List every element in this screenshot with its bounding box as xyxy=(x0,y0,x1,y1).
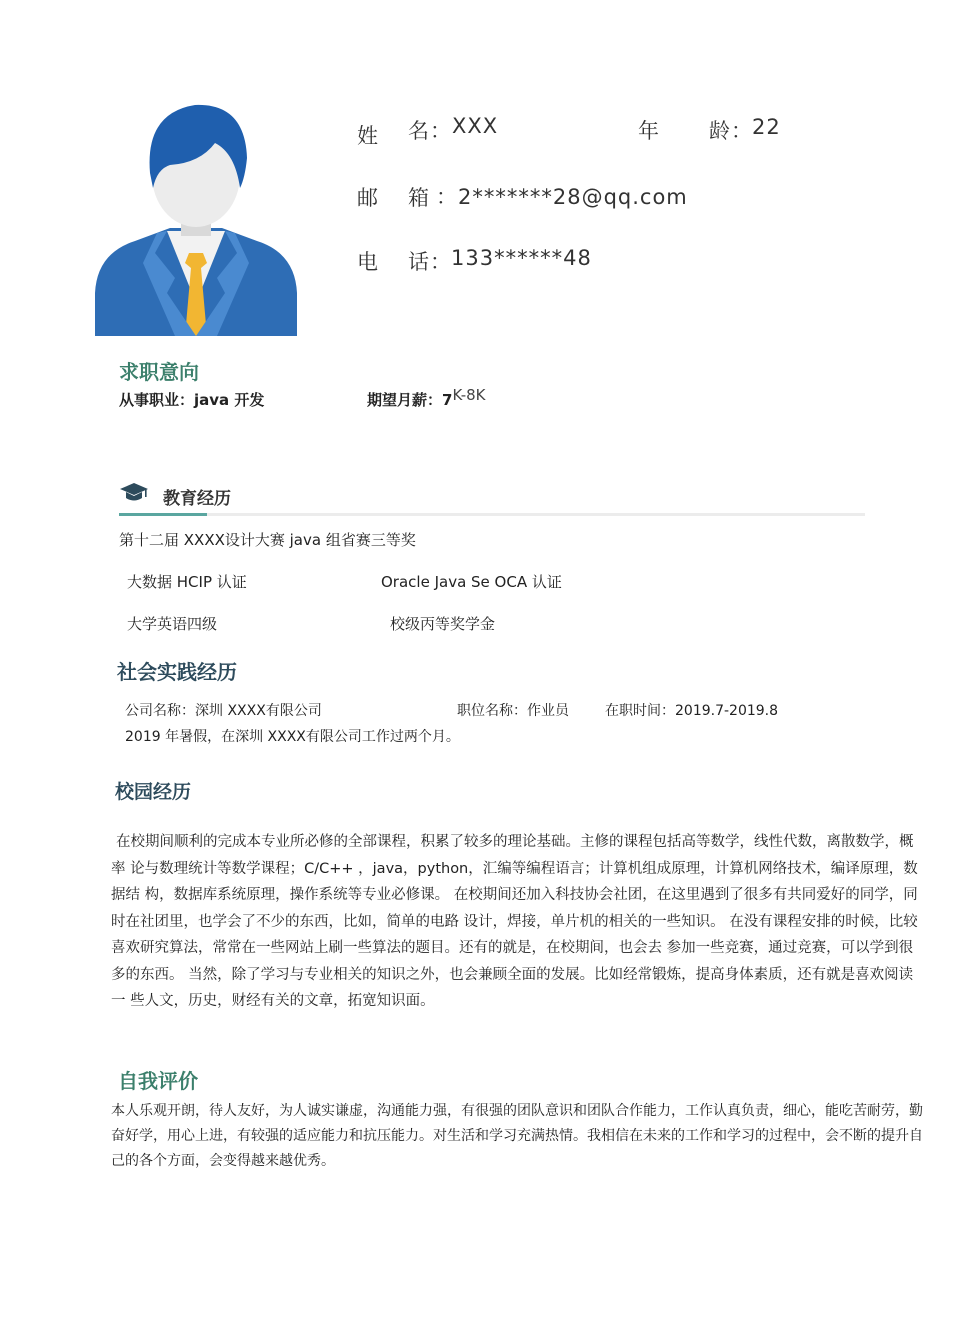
education-item: Oracle Java Se OCA 认证 xyxy=(381,573,562,591)
education-accent-bar xyxy=(119,513,207,516)
education-divider xyxy=(119,513,865,516)
practice-company: 公司名称：深圳 XXXX有限公司 xyxy=(125,703,322,719)
age-value: 22 xyxy=(752,115,781,139)
practice-title: 社会实践经历 xyxy=(117,660,237,684)
practice-time: 在职时间：2019.7-2019.8 xyxy=(605,703,779,719)
practice-role: 职位名称：作业员 xyxy=(457,703,569,719)
salary-value-main: 7 xyxy=(442,391,453,409)
campus-text: 在校期间顺利的完成本专业所必修的全部课程，积累了较多的理论基础。主修的课程包括高等数学，线性代数，离散数学，概率 论与数理统计等数学课程；C/C++ ，java，python，汇编等编程语言；计算机组成原理，计算机网络技术，编译原理，数据结 构，数据库系统原理，操作系统等专业必修课。 在校期间还加入科技协会社团，在这里遇到了很多有共同爱好的同学，同时在社团里，也学会了不少的东西，比如，简单的电路 设计，焊接，单片机的相关的一些知识。 在没有课程安排的时候，比较喜欢研究算法，常常在一些网站上刷一些算法的题目。还有的就是，在校期间，也会去 参加一些竞赛，通过竞赛，可以学到很多的东西。 当然，除了学习与专业相关的知识之外，也会兼顾全面的发展。比如经常锻炼，提高身体素质，还有就是喜欢阅读一 些人文，历史，财经有关的文章，拓宽知识面。 xyxy=(111,834,918,1009)
phone-label-2: 话： xyxy=(408,250,452,274)
graduation-cap-icon xyxy=(119,482,149,502)
phone-value: 133******48 xyxy=(451,246,592,270)
name-label: 姓 xyxy=(357,124,379,148)
education-title: 教育经历 xyxy=(163,489,231,509)
self-eval-title: 自我评价 xyxy=(118,1069,198,1093)
email-label-2: 箱 xyxy=(408,186,430,210)
practice-desc: 2019 年暑假，在深圳 XXXX有限公司工作过两个月。 xyxy=(125,729,460,745)
education-item: 大数据 HCIP 认证 xyxy=(127,573,247,591)
salary-label-text: 期望月薪： xyxy=(367,391,443,409)
campus-title: 校园经历 xyxy=(115,781,192,803)
email-label: 邮 xyxy=(357,186,379,210)
name-label-2: 名： xyxy=(408,119,452,143)
phone-label: 电 xyxy=(357,250,379,274)
education-item: 大学英语四级 xyxy=(127,615,218,633)
education-award: 第十二届 XXXX设计大赛 java 组省赛三等奖 xyxy=(119,531,416,549)
avatar xyxy=(95,103,297,336)
self-eval-text: 本人乐观开朗，待人友好，为人诚实谦虚，沟通能力强，有很强的团队意识和团队合作能力，工作认真负责，细心，能吃苦耐劳，勤奋好学，用心上进，有较强的适应能力和抗压能力。对生活和学习充满热情。我相信在未来的工作和学习的过程中，会不断的提升自己的各个方面，会变得越来越优秀。 xyxy=(111,1103,923,1169)
age-label-2: 龄： xyxy=(709,119,753,143)
education-item: 校级丙等奖学金 xyxy=(390,615,496,633)
job-position: 从事职业：java 开发 xyxy=(119,391,265,409)
salary-value-rest: K-8K xyxy=(452,386,486,404)
name-value: XXX xyxy=(452,114,499,138)
job-intent-title: 求职意向 xyxy=(119,360,199,384)
salary-label xyxy=(367,386,486,410)
age-label: 年 xyxy=(638,119,660,143)
email-value: ：2*******28@qq.com xyxy=(436,185,688,209)
